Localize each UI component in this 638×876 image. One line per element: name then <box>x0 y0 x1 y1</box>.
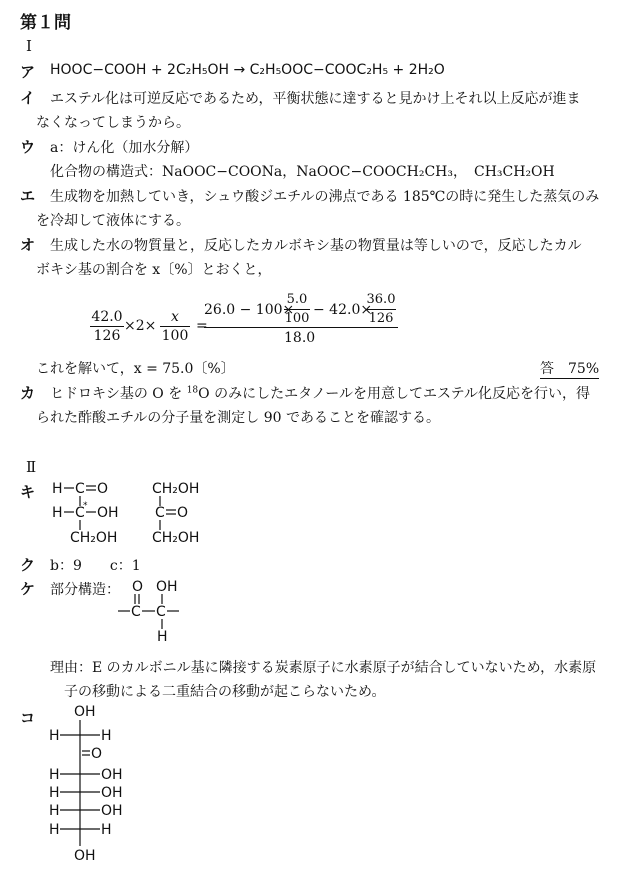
times-two: ×2× <box>124 318 157 334</box>
atom-c: C <box>75 481 85 497</box>
equals-sign: = <box>196 318 208 334</box>
item-o-label: オ <box>20 236 36 254</box>
atom-o: O <box>132 579 144 595</box>
fraction-42-126 <box>90 309 124 344</box>
fraction-numerator: 36.0 <box>366 292 396 307</box>
fraction-denominator: 126 <box>368 311 394 326</box>
item-i-line2: なくなってしまうから。 <box>36 115 190 131</box>
item-ka-text-b: O のみにしたエタノールを用意してエステル化反応を行い，得 <box>198 386 590 402</box>
atom-h: H <box>49 728 60 744</box>
item-ku-text: b：9 c：1 <box>50 558 141 574</box>
fraction-bar <box>90 326 124 327</box>
fraction-x-100 <box>160 309 190 344</box>
reason-line2: 子の移動による二重結合の移動が起こらないため。 <box>64 684 386 700</box>
big-numerator-part-b: − 42.0× <box>313 302 373 318</box>
atom-h: H <box>49 767 60 783</box>
item-o-line1: 生成した水の物質量と，反応したカルボキシ基の物質量は等しいので，反応したカル <box>50 238 582 254</box>
fraction-denominator: 126 <box>93 328 121 344</box>
atom-oh: OH <box>156 579 178 595</box>
atom-h: H <box>157 629 168 644</box>
item-ke-label: ケ <box>20 580 36 598</box>
part-2-numeral: Ⅱ <box>26 458 37 476</box>
big-numerator-part-a: 26.0 − 100× <box>204 302 295 318</box>
atom-oh: OH <box>74 704 96 720</box>
fraction-bar <box>366 309 396 310</box>
item-u-line1: a：けん化（加水分解） <box>50 140 199 156</box>
item-o-solve: これを解いて，x = 75.0〔%〕 <box>36 361 235 377</box>
atom-h: H <box>49 803 60 819</box>
item-ku-label: ク <box>20 556 36 574</box>
isotope-superscript: 18 <box>186 385 199 396</box>
item-e-line1: 生成物を加熱していき，シュウ酸ジエチルの沸点である 185℃の時に発生した蒸気のみ <box>50 189 600 205</box>
fraction-bar <box>284 309 310 310</box>
item-i-label: イ <box>20 89 36 107</box>
fraction-5-100 <box>284 292 310 327</box>
item-ki-label: キ <box>20 483 36 501</box>
item-i-line1: エステル化は可逆反応であるため，平衡状態に達すると見かけ上それ以上反応が進ま <box>50 91 581 107</box>
atom-h: H <box>101 728 112 744</box>
item-u-line2: 化合物の構造式：NaOOC−COONa，NaOOC−COOCH₂CH₃， CH₃CH₂OH <box>50 164 555 180</box>
atom-c-chiral: C <box>75 505 85 521</box>
asterisk-mark: * <box>83 501 88 511</box>
atom-h: H <box>49 785 60 801</box>
atom-oh: OH <box>74 848 96 864</box>
part-1-numeral: Ⅰ <box>26 37 32 55</box>
atom-h: H <box>52 505 63 521</box>
atom-o: O <box>91 746 103 762</box>
atom-o: O <box>97 481 109 497</box>
item-e-label: エ <box>20 187 36 205</box>
big-fraction-bar <box>204 327 398 328</box>
atom-c: C <box>131 604 141 620</box>
item-ka-line1 <box>50 383 590 403</box>
fraction-numerator: 5.0 <box>286 292 308 307</box>
atom-oh: OH <box>101 803 123 819</box>
group-ch2oh: CH₂OH <box>152 481 200 497</box>
atom-h: H <box>49 822 60 838</box>
group-ch2oh: CH₂OH <box>70 530 118 546</box>
fraction-denominator: 100 <box>284 311 310 326</box>
item-u-label: ウ <box>20 138 36 156</box>
atom-h: H <box>52 481 63 497</box>
item-ka-text-a: ヒドロキシ基の O を <box>50 386 187 402</box>
fraction-numerator: 42.0 <box>91 309 123 325</box>
atom-oh: OH <box>101 785 123 801</box>
item-e-line2: を冷却して液体にする。 <box>36 213 190 229</box>
fraction-denominator: 100 <box>161 328 189 344</box>
item-a-equation: HOOC−COOH + 2C₂H₅OH → C₂H₅OOC−COOC₂H₅ + 2H₂O <box>50 62 445 78</box>
atom-c: C <box>156 604 166 620</box>
fraction-bar <box>160 326 190 327</box>
group-ch2oh: CH₂OH <box>152 530 200 546</box>
reason-line1: 理由：E のカルボニル基に隣接する炭素原子に水素原子が結合していないため，水素原 <box>50 660 597 676</box>
item-o-answer: 答 75% <box>540 358 599 379</box>
fraction-numerator: x <box>171 309 179 325</box>
atom-oh: OH <box>97 505 119 521</box>
ki-structures <box>40 476 220 548</box>
item-a-label: ア <box>20 63 36 81</box>
atom-o: O <box>177 505 189 521</box>
big-denominator: 18.0 <box>284 330 316 346</box>
item-ko-label: コ <box>20 709 36 727</box>
item-o-line2: ボキシ基の割合を x〔%〕とおくと， <box>36 262 272 278</box>
ko-chain-structure <box>40 700 150 866</box>
item-ke-text: 部分構造： <box>50 582 120 598</box>
item-ka-line2: られた酢酸エチルの分子量を測定し 90 であることを確認する。 <box>36 410 441 426</box>
page-title: 第１問 <box>20 13 71 33</box>
ke-partial-structure <box>112 576 192 644</box>
item-ka-label: カ <box>20 384 36 402</box>
atom-c: C <box>155 505 165 521</box>
atom-oh: OH <box>101 767 123 783</box>
fraction-36-126 <box>366 292 396 327</box>
atom-h: H <box>101 822 112 838</box>
